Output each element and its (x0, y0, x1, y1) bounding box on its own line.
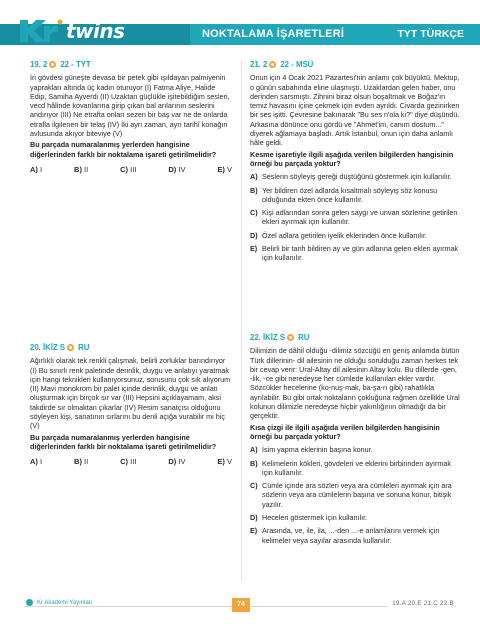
option-c[interactable]: C) Cümle içinde ara sözleri veya ara cümleleri ayırmak için ara sözlerin veya ara cümlelerin başına ve sonuna konur, bitişik yazılır. (250, 481, 452, 509)
publisher-block (26, 599, 96, 606)
question-text: Onun için 4 Ocak 2021 Pazartesi'nin anlamı çok büyüktü. Mektup, o günün sabahında eline ulaşmıştı. Uzaklardan gelen haber, onu derinden sarsmıştı. Zihnini biraz olsun boşaltmak ve Boğaz'ın temiz havasını içine çekmek için evden ayrıldı. Civarda gezinirken bir ses işitti. Çevresine bakınarak "Bu ses n'ola ki?" diye düşündü. Arkasına dönünce onu gördü ve "Ahmet'im, canım dostum..." diyerek ağlamaya başladı. Artık İstanbul, onun için daha anlamlı hâle geldi. (250, 73, 460, 148)
choice-b[interactable]: B) II (74, 457, 89, 467)
subject-label: TYT TÜRKÇE (397, 28, 464, 40)
question-22 (250, 333, 460, 545)
zero-dot-icon (67, 343, 76, 352)
brand-logo (16, 14, 125, 48)
question-number: 19. 2 22 - TYT (30, 60, 91, 69)
section-title: NOKTALAMA İŞARETLERİ (202, 28, 345, 40)
choice-e[interactable]: E) V (217, 164, 232, 174)
question-19 (30, 60, 232, 174)
question-21 (250, 60, 460, 263)
option-d[interactable]: D) Özel adlara getirilen iyelik eklerinden önce kullanılır. (250, 230, 427, 240)
choice-e[interactable]: E) V (217, 457, 232, 467)
question-prompt: Kısa çizgi ile ilgili aşağıda verilen bilgilerden hangisinin örneği bu parçada yoktur? (250, 422, 440, 441)
question-number: 20. İKİZ S RU (30, 343, 90, 352)
question-number: 22. İKİZ S RU (250, 333, 310, 342)
publisher-name: Kr Akademi Yayınları (37, 599, 93, 606)
choice-d[interactable]: D) IV (168, 457, 186, 467)
choice-c[interactable]: C) III (120, 457, 137, 467)
page-footer (0, 596, 480, 616)
option-a[interactable]: A) İsim yapma eklerinin başına konur. (250, 445, 373, 455)
bullet-icon (26, 599, 33, 606)
zero-dot-icon (287, 333, 296, 342)
page-header (0, 0, 480, 52)
option-e[interactable]: E) Belirli bir tarih bildiren ay ve gün adlarına gelen ekleri ayırmak için kullanılır. (250, 244, 459, 263)
option-e[interactable]: E) Arasında, ve, ile, ila, ...-den ...-e anlamlarını vermek için kelimeler veya sayılar arasında kullanılır. (250, 526, 440, 545)
answer-choices (30, 457, 232, 466)
question-prompt: Bu parçada numaralanmış yerlerden hangisine diğerlerinden farklı bir noktalama işareti getirilmelidir? (30, 432, 217, 451)
choice-d[interactable]: D) IV (168, 164, 186, 174)
question-prompt: Kesme işaretiyle ilgili aşağıda verilen bilgilerden hangisinin örneği bu parçada yoktur? (250, 149, 454, 168)
choice-b[interactable]: B) II (74, 164, 89, 174)
question-20 (30, 343, 232, 467)
choice-a[interactable]: A) I (30, 457, 43, 467)
question-text: Ağırlıklı olarak tek renkli çalışmak, belirli zorluklar barındırıyor (I) Bu sınırlı renk paletinde derinlik, duygu ve anlatıyı yaratmak için hangi teknikleri kullanıyorsunuz, sorusunu çok sık alıyorum (II) Mavi monokrom bir palet içinde derinlik, duygu ve anlatı oluşturmak için birçok sır var (III) Hepsini açıklayamam, aksi takdirde sır olmaktan çıkarlar (IV) Resim sanatçısı olduğunu söyleyen kişi, sanatının sırlarını bu denli açığa vurabilir mi hiç (V) (30, 356, 231, 431)
choice-c[interactable]: C) III (120, 164, 137, 174)
kr-logo-icon (16, 14, 64, 48)
answer-choices (30, 165, 232, 174)
question-prompt: Bu parçada numaralanmış yerlerden hangisine diğerlerinden farklı bir noktalama işareti getirilmelidir? (30, 140, 217, 159)
column-divider (241, 60, 242, 580)
option-c[interactable]: C) Kişi adlarından sonra gelen saygı ve unvan sözlerine getirilen ekleri ayırmak için kullanılır. (250, 208, 458, 227)
question-text: Dilimizin de dâhil olduğu -dilimiz sözcüğü en geniş anlamda bütün Türk dillerinin- dil ailesinin ne olduğu sorulduğu zaman herkes tek bir cevap verir: Ural-Altay dil ailesinin Altay kolu. Bu dillerde -gen, -lik, -ce gibi neredeyse her cümlede kullanılan ekler vardır. Sözcükler hecelerine (ko-nuş-mak, ba-şa-rı gibi) rahatlıkla ayrılabilir. Bu gibi ortak noktaların çokluğuna rağmen özellikle Ural kolunun dilimizle neredeyse hiçbir yakınlığının olmadığı da bir gerçektir. (250, 346, 460, 421)
option-a[interactable]: A) Seslerin söyleyiş gereği düştüğünü göstermek için kullanılır. (250, 172, 452, 182)
choice-a[interactable]: A) I (30, 164, 43, 174)
zero-dot-icon (269, 60, 278, 69)
option-b[interactable]: B) Yer bildiren özel adlarda kısaltmalı söyleyiş söz konusu olduğunda ekten önce kullanılır. (250, 185, 438, 204)
zero-dot-icon (49, 60, 58, 69)
answer-key: 19.A 20.E 21.C 22.B (388, 600, 454, 607)
option-d[interactable]: D) Heceleri göstermek için kullanılır. (250, 513, 368, 523)
logo-text: twins (66, 19, 125, 43)
question-text: İri gövdesi güneşte devasa bir petek gibi ışıldayan palmiyenin yaprakları altında üç kadın oturuyor (I) Fatma Aliye, Halide Edip, Samiha Ayverdi (II) Uzaktan güçlükle işitebildiğim sesleri, vecd hâlinde kovanlarına girip çıkan bal arılarının seslerini andırıyor (III) Ne etrafta onları sezen bir baş var ne de onlarda etrafla ilgilenen bir telaş (IV) İki ayrı zaman, ayrı tarihî konağın avlusunda akıyor biteviye (V) (30, 73, 230, 139)
option-b[interactable]: B) Kelimelerin kökleri, gövdeleri ve eklerini birbirinden ayırmak için kullanılır. (250, 458, 451, 477)
page-number: 74 (232, 598, 250, 612)
question-number: 21. 2 22 - MSÜ (250, 60, 314, 69)
